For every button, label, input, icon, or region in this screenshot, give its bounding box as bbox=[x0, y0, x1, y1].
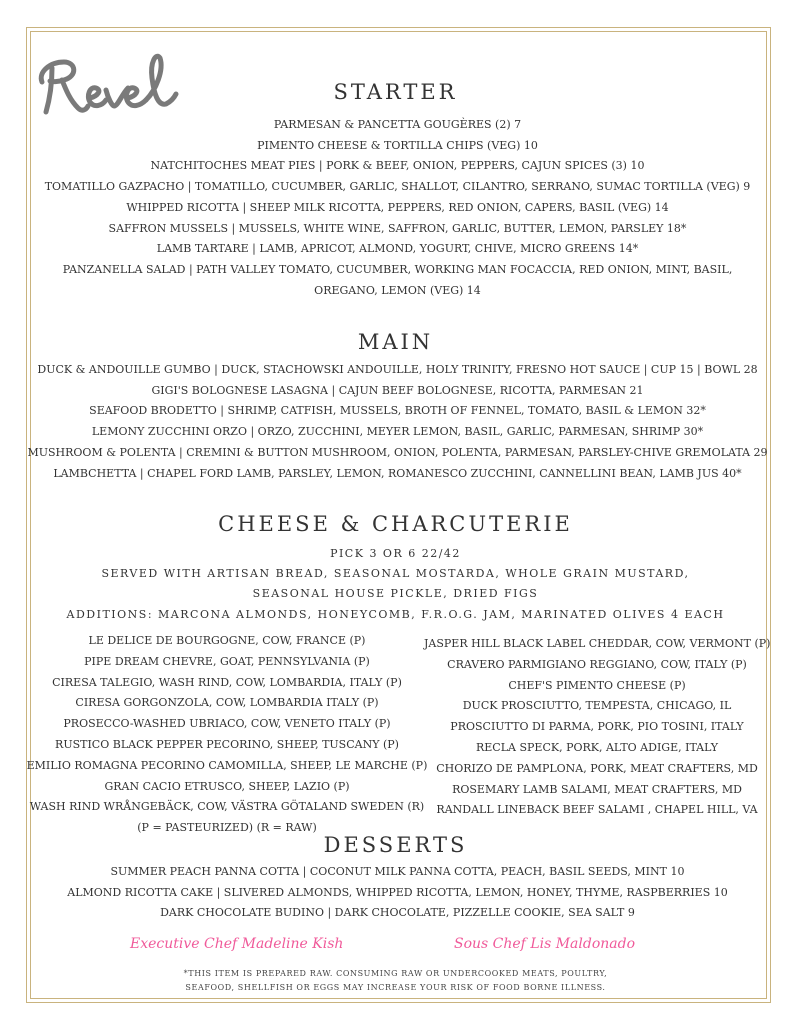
list-item: GRAN CACIO ETRUSCO, SHEEP, LAZIO (P) bbox=[104, 779, 350, 793]
cheese-list-left bbox=[24, 631, 430, 839]
menu-item: LAMB TARTARE | LAMB, APRICOT, ALMOND, YOGURT, CHIVE, MICRO GREENS 14* bbox=[156, 242, 639, 256]
list-item: RUSTICO BLACK PEPPER PECORINO, SHEEP, TUSCANY (P) bbox=[55, 737, 399, 751]
menu-item: PARMESAN & PANCETTA GOUGÈRES (2) 7 bbox=[273, 118, 522, 131]
menu-item: LEMONY ZUCCHINI ORZO | ORZO, ZUCCHINI, MEYER LEMON, BASIL, GARLIC, PARMESAN, SHRIMP 30* bbox=[91, 425, 704, 439]
list-item: CRAVERO PARMIGIANO REGGIANO, COW, ITALY (P) bbox=[447, 657, 747, 671]
list-item: EMILIO ROMAGNA PECORINO CAMOMILLA, SHEEP, LE MARCHE (P) bbox=[26, 758, 428, 772]
list-item: CHORIZO DE PAMPLONA, PORK, MEAT CRAFTERS, MD bbox=[436, 761, 758, 775]
desserts-title: DESSERTS bbox=[323, 833, 468, 857]
starter-title: STARTER bbox=[333, 80, 458, 104]
main-list bbox=[14, 360, 781, 484]
menu-item: ALMOND RICOTTA CAKE | SLIVERED ALMONDS, WHIPPED RICOTTA, LEMON, HONEY, THYME, RASPBERRIES 10 bbox=[67, 885, 728, 899]
list-item: LE DELICE DE BOURGOGNE, COW, FRANCE (P) bbox=[88, 634, 366, 647]
list-item: ROSEMARY LAMB SALAMI, MEAT CRAFTERS, MD bbox=[452, 782, 742, 796]
disclaimer-line: *THIS ITEM IS PREPARED RAW. CONSUMING RAW OR UNDERCOOKED MEATS, POULTRY, bbox=[183, 969, 608, 978]
menu-item: MUSHROOM & POLENTA | CREMINI & BUTTON MUSHROOM, ONION, POLENTA, PARMESAN, PARSLEY-CHIVE GREMOLATA 29 bbox=[27, 445, 768, 459]
list-item: JASPER HILL BLACK LABEL CHEDDAR, COW, VERMONT (P) bbox=[424, 637, 771, 650]
menu-item: SUMMER PEACH PANNA COTTA | COCONUT MILK PANNA COTTA, PEACH, BASIL SEEDS, MINT 10 bbox=[110, 865, 685, 878]
menu-item: NATCHITOCHES MEAT PIES | PORK & BEEF, ONION, PEPPERS, CAJUN SPICES (3) 10 bbox=[150, 159, 645, 173]
main-title: MAIN bbox=[357, 330, 434, 354]
menu-item: OREGANO, LEMON (VEG) 14 bbox=[314, 283, 481, 297]
starter-list bbox=[14, 115, 781, 301]
list-item: PROSECCO-WASHED UBRIACO, COW, VENETO ITALY (P) bbox=[63, 717, 391, 731]
menu-item: TOMATILLO GAZPACHO | TOMATILLO, CUCUMBER, GARLIC, SHALLOT, CILANTRO, SERRANO, SUMAC TORTILLA (VEG) 9 bbox=[44, 180, 751, 194]
menu-item: LAMBCHETTA | CHAPEL FORD LAMB, PARSLEY, LEMON, ROMANESCO ZUCCHINI, CANNELLINI BEAN, LAMB JUS 40* bbox=[53, 466, 742, 480]
menu-item: DARK CHOCOLATE BUDINO | DARK CHOCOLATE, PIZZELLE COOKIE, SEA SALT 9 bbox=[160, 906, 635, 920]
menu-item: SEAFOOD BRODETTO | SHRIMP, CATFISH, MUSSELS, BROTH OF FENNEL, TOMATO, BASIL & LEMON 32* bbox=[89, 404, 706, 418]
sous-chef: Sous Chef Lis Maldonado bbox=[454, 936, 636, 952]
list-item: DUCK PROSCIUTTO, TEMPESTA, CHICAGO, IL bbox=[462, 699, 732, 713]
raw-food-disclaimer bbox=[0, 967, 791, 995]
list-item: PIPE DREAM CHEVRE, GOAT, PENNSYLVANIA (P) bbox=[84, 654, 370, 668]
list-item: RECLA SPECK, PORK, ALTO ADIGE, ITALY bbox=[476, 740, 718, 754]
menu-item: PIMENTO CHEESE & TORTILLA CHIPS (VEG) 10 bbox=[257, 138, 538, 152]
cheese-additions: ADDITIONS: MARCONA ALMONDS, HONEYCOMB, F.R.O.G. JAM, MARINATED OLIVES 4 EACH bbox=[66, 608, 725, 621]
cheese-legend: (P = PASTEURIZED) (R = RAW) bbox=[137, 821, 317, 835]
menu-item: PANZANELLA SALAD | PATH VALLEY TOMATO, CUCUMBER, WORKING MAN FOCACCIA, RED ONION, MINT, BASIL, bbox=[62, 262, 733, 276]
desserts-list bbox=[14, 862, 781, 924]
list-item: RANDALL LINEBACK BEEF SALAMI , CHAPEL HILL, VA bbox=[436, 803, 758, 817]
list-item: PROSCIUTTO DI PARMA, PORK, PIO TOSINI, ITALY bbox=[450, 720, 744, 734]
disclaimer-line: SEAFOOD, SHELLFISH OR EGGS MAY INCREASE YOUR RISK OF FOOD BORNE ILLNESS. bbox=[185, 983, 606, 992]
list-item: CIRESA GORGONZOLA, COW, LOMBARDIA ITALY (P) bbox=[75, 696, 379, 710]
cheese-served-line: SERVED WITH ARTISAN BREAD, SEASONAL MOSTARDA, WHOLE GRAIN MUSTARD, bbox=[101, 567, 690, 580]
menu-item: DUCK & ANDOUILLE GUMBO | DUCK, STACHOWSKI ANDOUILLE, HOLY TRINITY, FRESNO HOT SAUCE | CUP 15 | BOWL 28 bbox=[37, 363, 758, 376]
cheese-pick: PICK 3 OR 6 22/42 bbox=[330, 547, 461, 560]
cheese-title: CHEESE & CHARCUTERIE bbox=[218, 512, 573, 536]
menu-item: WHIPPED RICOTTA | SHEEP MILK RICOTTA, PEPPERS, RED ONION, CAPERS, BASIL (VEG) 14 bbox=[126, 200, 669, 214]
menu-item: GIGI'S BOLOGNESE LASAGNA | CAJUN BEEF BOLOGNESE, RICOTTA, PARMESAN 21 bbox=[151, 383, 644, 397]
menu-item: SAFFRON MUSSELS | MUSSELS, WHITE WINE, SAFFRON, GARLIC, BUTTER, LEMON, PARSLEY 18* bbox=[108, 221, 687, 235]
list-item: CIRESA TALEGIO, WASH RIND, COW, LOMBARDIA, ITALY (P) bbox=[52, 675, 402, 689]
executive-chef: Executive Chef Madeline Kish bbox=[130, 936, 344, 952]
list-item: WASH RIND WRÅNGEBÄCK, COW, VÄSTRA GÖTALAND SWEDEN (R) bbox=[29, 800, 425, 814]
list-item: CHEF'S PIMENTO CHEESE (P) bbox=[508, 678, 686, 692]
cheese-list-right bbox=[424, 634, 770, 821]
cheese-served-line: SEASONAL HOUSE PICKLE, DRIED FIGS bbox=[252, 587, 539, 600]
